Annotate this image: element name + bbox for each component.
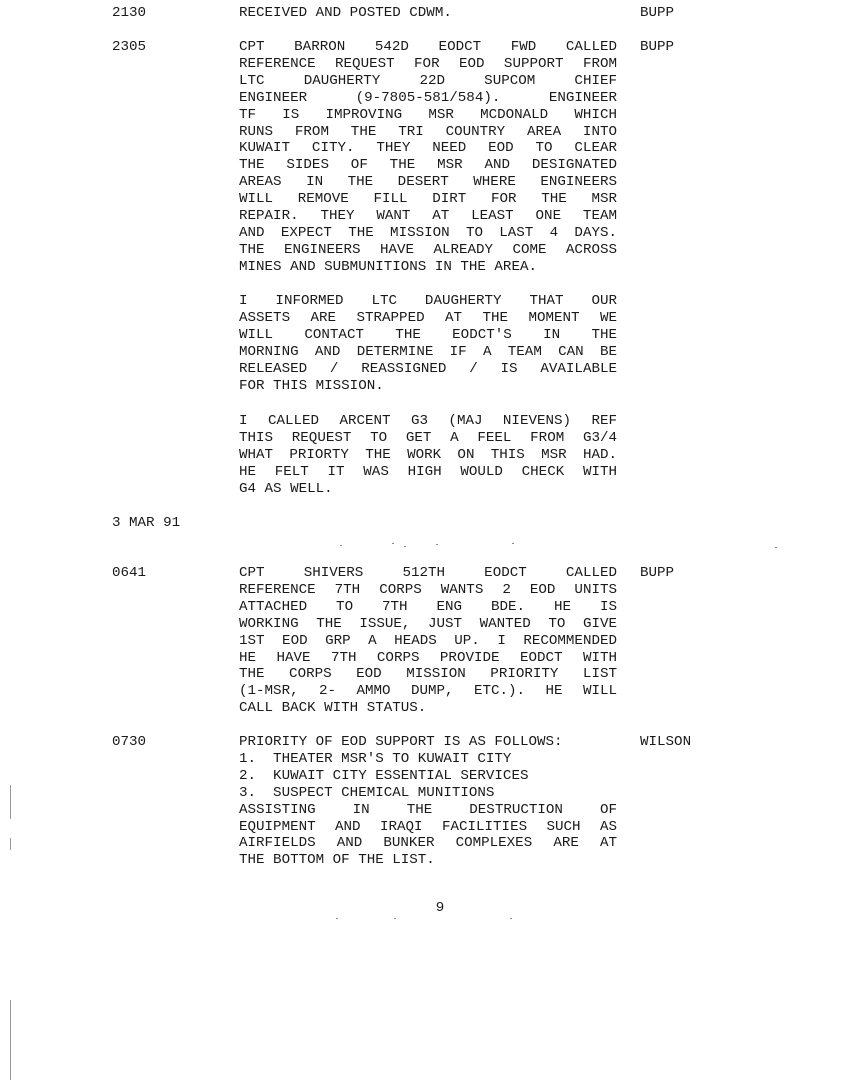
- text-line: REFERENCE 7TH CORPS WANTS 2 EOD UNITS: [239, 581, 617, 598]
- scan-artifact-speck: [336, 918, 338, 919]
- page-number: 9: [435, 900, 445, 916]
- scan-artifact-line: [10, 785, 11, 819]
- scan-artifact-line: [10, 1000, 11, 1080]
- text-line: WILL CONTACT THE EODCT'S IN THE: [239, 326, 617, 343]
- text-line: 1ST EOD GRP A HEADS UP. I RECOMMENDED: [239, 632, 617, 649]
- text-line: WORKING THE ISSUE, JUST WANTED TO GIVE: [239, 615, 617, 632]
- text-line: THE ENGINEERS HAVE ALREADY COME ACROSS: [239, 241, 617, 258]
- text-line: REFERENCE REQUEST FOR EOD SUPPORT FROM: [239, 55, 617, 72]
- text-line: HE FELT IT WAS HIGH WOULD CHECK WITH: [239, 463, 617, 480]
- entry-paragraph: [239, 293, 617, 394]
- date-heading: 3 MAR 91: [112, 515, 181, 531]
- text-line: MINES AND SUBMUNITIONS IN THE AREA.: [239, 258, 537, 275]
- text-line: FOR THIS MISSION.: [239, 377, 384, 394]
- text-line: THE BOTTOM OF THE LIST.: [239, 852, 435, 869]
- text-line: AND EXPECT THE MISSION TO LAST 4 DAYS.: [239, 224, 617, 241]
- scan-artifact-speck: [512, 543, 514, 544]
- text-line: 1. THEATER MSR'S TO KUWAIT CITY: [239, 750, 512, 767]
- scan-artifact-speck: [340, 545, 342, 546]
- text-line: ENGINEER (9-7805-581/584). ENGINEER: [239, 89, 617, 106]
- text-line: PRIORITY OF EOD SUPPORT IS AS FOLLOWS:: [239, 734, 563, 750]
- text-line: G4 AS WELL.: [239, 480, 333, 497]
- entry-text: [239, 5, 617, 22]
- text-line: REPAIR. THEY WANT AT LEAST ONE TEAM: [239, 208, 617, 225]
- text-line: CPT SHIVERS 512TH EODCT CALLED: [239, 565, 617, 581]
- text-line: I CALLED ARCENT G3 (MAJ NIEVENS) REF: [239, 413, 617, 429]
- text-line: CALL BACK WITH STATUS.: [239, 700, 427, 717]
- text-line: HE HAVE 7TH CORPS PROVIDE EODCT WITH: [239, 649, 617, 666]
- entry-author: WILSON: [640, 734, 692, 750]
- scan-artifact-speck: [436, 544, 438, 545]
- entry-time: 2130: [112, 5, 147, 21]
- text-line: THE SIDES OF THE MSR AND DESIGNATED: [239, 157, 617, 174]
- entry-paragraph: [239, 413, 617, 498]
- scan-artifact-line: [10, 838, 11, 850]
- text-line: THIS REQUEST TO GET A FEEL FROM G3/4: [239, 429, 617, 446]
- text-line: AREAS IN THE DESERT WHERE ENGINEERS: [239, 174, 617, 191]
- text-line: WHAT PRIORTY THE WORK ON THIS MSR HAD.: [239, 446, 617, 463]
- text-line: AIRFIELDS AND BUNKER COMPLEXES ARE AT: [239, 835, 617, 852]
- entry-paragraph: [239, 565, 617, 717]
- scan-artifact-speck: [392, 543, 394, 544]
- text-line: RUNS FROM THE TRI COUNTRY AREA INTO: [239, 123, 617, 140]
- text-line: ASSISTING IN THE DESTRUCTION OF: [239, 801, 617, 818]
- scan-artifact-speck: [394, 918, 396, 919]
- entry-time: 0641: [112, 565, 147, 581]
- scan-artifact-speck: [775, 547, 777, 548]
- text-line: 3. SUSPECT CHEMICAL MUNITIONS: [239, 784, 495, 801]
- text-line: EQUIPMENT AND IRAQI FACILITIES SUCH AS: [239, 818, 617, 835]
- scan-artifact-speck: [404, 546, 406, 547]
- text-line: THE CORPS EOD MISSION PRIORITY LIST: [239, 666, 617, 683]
- entry-author: BUPP: [640, 39, 675, 55]
- text-line: ASSETS ARE STRAPPED AT THE MOMENT WE: [239, 309, 617, 326]
- text-line: RECEIVED AND POSTED CDWM.: [239, 5, 452, 21]
- text-line: WILL REMOVE FILL DIRT FOR THE MSR: [239, 191, 617, 208]
- text-line: KUWAIT CITY. THEY NEED EOD TO CLEAR: [239, 140, 617, 157]
- text-line: ATTACHED TO 7TH ENG BDE. HE IS: [239, 598, 617, 615]
- text-line: RELEASED / REASSIGNED / IS AVAILABLE: [239, 360, 617, 377]
- entry-time: 2305: [112, 39, 147, 55]
- text-line: LTC DAUGHERTY 22D SUPCOM CHIEF: [239, 72, 617, 89]
- scan-artifact-speck: [510, 918, 512, 919]
- entry-author: BUPP: [640, 5, 675, 21]
- entry-paragraph: [239, 734, 617, 869]
- text-line: MORNING AND DETERMINE IF A TEAM CAN BE: [239, 343, 617, 360]
- entry-paragraph: [239, 39, 617, 276]
- text-line: 2. KUWAIT CITY ESSENTIAL SERVICES: [239, 767, 529, 784]
- entry-time: 0730: [112, 734, 147, 750]
- entry-author: BUPP: [640, 565, 675, 581]
- text-line: (1-MSR, 2- AMMO DUMP, ETC.). HE WILL: [239, 683, 617, 700]
- text-line: I INFORMED LTC DAUGHERTY THAT OUR: [239, 293, 617, 309]
- text-line: CPT BARRON 542D EODCT FWD CALLED: [239, 39, 617, 55]
- text-line: TF IS IMPROVING MSR MCDONALD WHICH: [239, 106, 617, 123]
